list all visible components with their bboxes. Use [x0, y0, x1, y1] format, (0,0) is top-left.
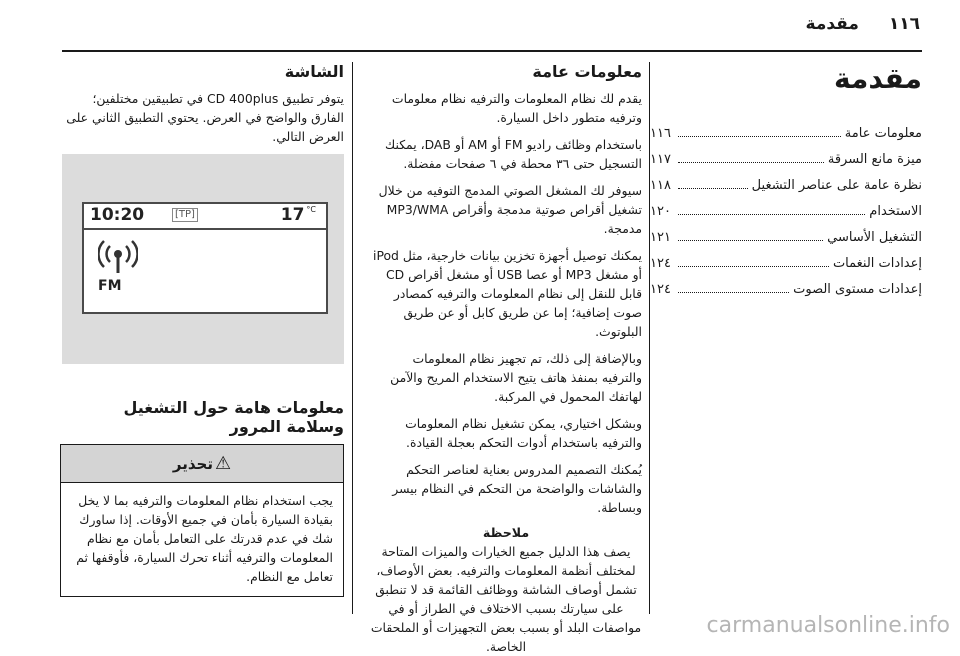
toc-item[interactable]	[650, 173, 922, 199]
paragraph: باستخدام وظائف راديو FM أو AM أو DAB، يمكنك التسجيل حتى ٣٦ محطة في ٦ صفحات مفضلة.	[385, 137, 642, 171]
clock-text: 10:20	[90, 205, 145, 225]
note-text: يصف هذا الدليل جميع الخيارات والميزات المتاحة لمختلف أنظمة المعلومات والترفيه. بعض الأوصاف، تشمل أوصاف الشاشة ووظائف القائمة قد لا تنطبق على سيارتك بسبب الاختلاف في الطراز أو في مواصفات البلد أو بسبب بعض التجهيزات أو الملحقات الخاصة.	[370, 544, 642, 654]
tp-indicator: [TP]	[172, 208, 198, 222]
toc-item[interactable]	[650, 251, 922, 277]
safety-title: معلومات هامة حول التشغيل وسلامة المرور	[123, 398, 344, 436]
paragraph: يقدم لك نظام المعلومات والترفيه نظام معلومات وترفيه متطور داخل السيارة.	[391, 91, 642, 125]
screen-status-bar	[84, 204, 326, 230]
note-title: ملاحظة	[482, 525, 530, 540]
toc-leader-dots	[678, 188, 748, 189]
toc-item[interactable]	[650, 225, 922, 251]
header-divider	[62, 50, 922, 52]
toc-item-page: ١١٨	[650, 178, 671, 193]
contents-column	[650, 62, 922, 303]
toc-item-page: ١١٧	[650, 152, 671, 167]
table-of-contents	[650, 121, 922, 303]
toc-item-label: معلومات عامة	[844, 126, 922, 141]
paragraph: يُمكنك التصميم المدروس بعناية لعناصر التحكم والشاشات والواضحة من التحكم في النظام بيسر وبساطة.	[392, 462, 642, 515]
toc-leader-dots	[678, 162, 824, 163]
watermark: carmanualsonline.info	[706, 613, 950, 638]
toc-item[interactable]	[650, 147, 922, 173]
toc-item-page: ١٢٤	[650, 256, 671, 271]
temperature-text: 17 $^{^\circ C}$	[280, 205, 316, 225]
toc-leader-dots	[678, 292, 789, 293]
radio-screen	[82, 202, 328, 314]
toc-item-label: إعدادات النغمات	[832, 256, 922, 271]
general-info-title: معلومات عامة	[532, 62, 642, 81]
band-label: FM	[98, 278, 122, 294]
warning-header	[61, 445, 343, 483]
display-illustration	[62, 154, 344, 364]
warning-triangle-icon: ⚠	[214, 453, 232, 474]
display-title: الشاشة	[284, 62, 344, 81]
toc-item-page: ١٢١	[650, 230, 671, 245]
page-header	[60, 14, 920, 38]
warning-box	[60, 444, 344, 597]
toc-item-page: ١٢٤	[650, 282, 671, 297]
display-column	[62, 62, 344, 597]
paragraph: سيوفر لك المشغل الصوتي المدمج التوفيه من خلال تشغيل أقراص صوتية مدمجة وأقراص MP3/WMA مدمجة.	[378, 183, 642, 236]
header-title: مقدمة	[805, 14, 859, 34]
paragraph: يمكنك توصيل أجهزة تخزين بيانات خارجية، مثل iPod أو مشغل MP3 أو عصا USB أو مشغل أقراص CD قابل للنقل إلى نظام المعلومات والترفيه كمصادر صوت إضافية؛ إما عن طريق كابل أو عن طريق البلوتوث.	[373, 248, 642, 339]
toc-item-label: الاستخدام	[869, 204, 922, 219]
warning-label: تحذير	[172, 455, 213, 473]
toc-leader-dots	[678, 136, 841, 137]
radio-broadcast-icon	[98, 238, 138, 274]
display-intro: يتوفر تطبيق CD 400plus في تطبيقين مختلفين؛ الفارق والواضح في العرض. يحتوي التطبيق الثاني على العرض التالي.	[66, 91, 344, 144]
toc-item[interactable]	[650, 277, 922, 303]
warning-text: يجب استخدام نظام المعلومات والترفيه بما لا يخل بقيادة السيارة بأمان في جميع الأوقات. إذا ساورك شك في عدم قدرتك على التعامل بأمان مع نظام المعلومات والترفيه أثناء تحرك السيارة، فأوقفها ثم تعامل مع النظام.	[76, 493, 333, 584]
page-number: ١١٦	[888, 14, 920, 34]
toc-item-label: إعدادات مستوى الصوت	[793, 282, 922, 297]
chapter-title: مقدمة	[834, 62, 922, 95]
toc-item-page: ١٢٠	[650, 204, 671, 219]
general-info-column	[370, 62, 642, 656]
paragraph: وبالإضافة إلى ذلك، تم تجهيز نظام المعلومات والترفيه بمنفذ هاتف يتيح الاستخدام المريح والآمن لهاتفك المحمول في المركبة.	[390, 351, 642, 404]
toc-item[interactable]	[650, 121, 922, 147]
toc-item[interactable]	[650, 199, 922, 225]
toc-item-label: ميزة مانع السرقة	[827, 152, 922, 167]
toc-item-label: التشغيل الأساسي	[827, 230, 922, 245]
toc-leader-dots	[678, 214, 865, 215]
toc-item-label: نظرة عامة على عناصر التشغيل	[751, 178, 922, 193]
paragraph: وبشكل اختياري، يمكن تشغيل نظام المعلومات والترفيه باستخدام أدوات التحكم بعجلة القيادة.	[405, 416, 642, 450]
toc-leader-dots	[678, 240, 823, 241]
column-divider-left	[352, 62, 353, 614]
toc-leader-dots	[678, 266, 829, 267]
toc-item-page: ١١٦	[650, 126, 671, 141]
